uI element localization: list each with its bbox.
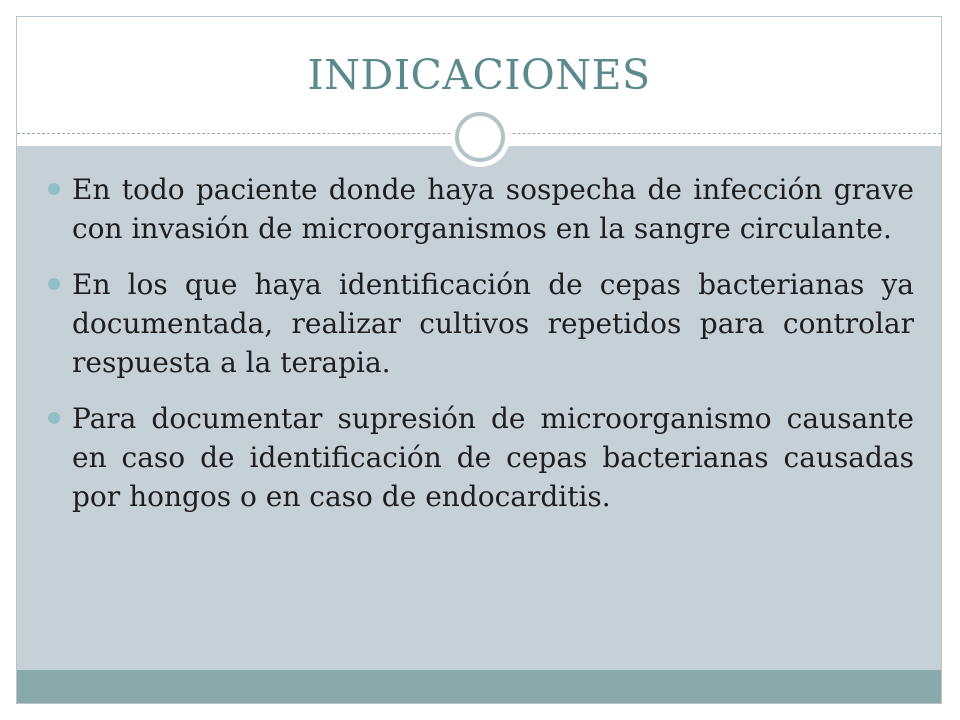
bullet-item bbox=[46, 265, 914, 382]
slide-title: INDICACIONES bbox=[307, 51, 651, 99]
bullet-dot-icon bbox=[48, 412, 60, 424]
circle-ornament-icon bbox=[449, 106, 511, 168]
bullet-text: Para documentar supresión de microorganismo causante en caso de identificación de cepas bacterianas causadas por hongos o en caso de endocarditis. bbox=[72, 402, 914, 513]
bullet-list bbox=[46, 170, 914, 533]
bullet-item bbox=[46, 170, 914, 248]
footer-band bbox=[17, 670, 941, 703]
bullet-text: En los que haya identificación de cepas bacterianas ya documentada, realizar cultivos repetidos para controlar respuesta a la terapia. bbox=[72, 268, 914, 379]
bullet-dot-icon bbox=[48, 278, 60, 290]
bullet-dot-icon bbox=[48, 183, 60, 195]
bullet-item bbox=[46, 399, 914, 516]
bullet-text: En todo paciente donde haya sospecha de infección grave con invasión de microorganismos en la sangre circulante. bbox=[72, 173, 914, 245]
